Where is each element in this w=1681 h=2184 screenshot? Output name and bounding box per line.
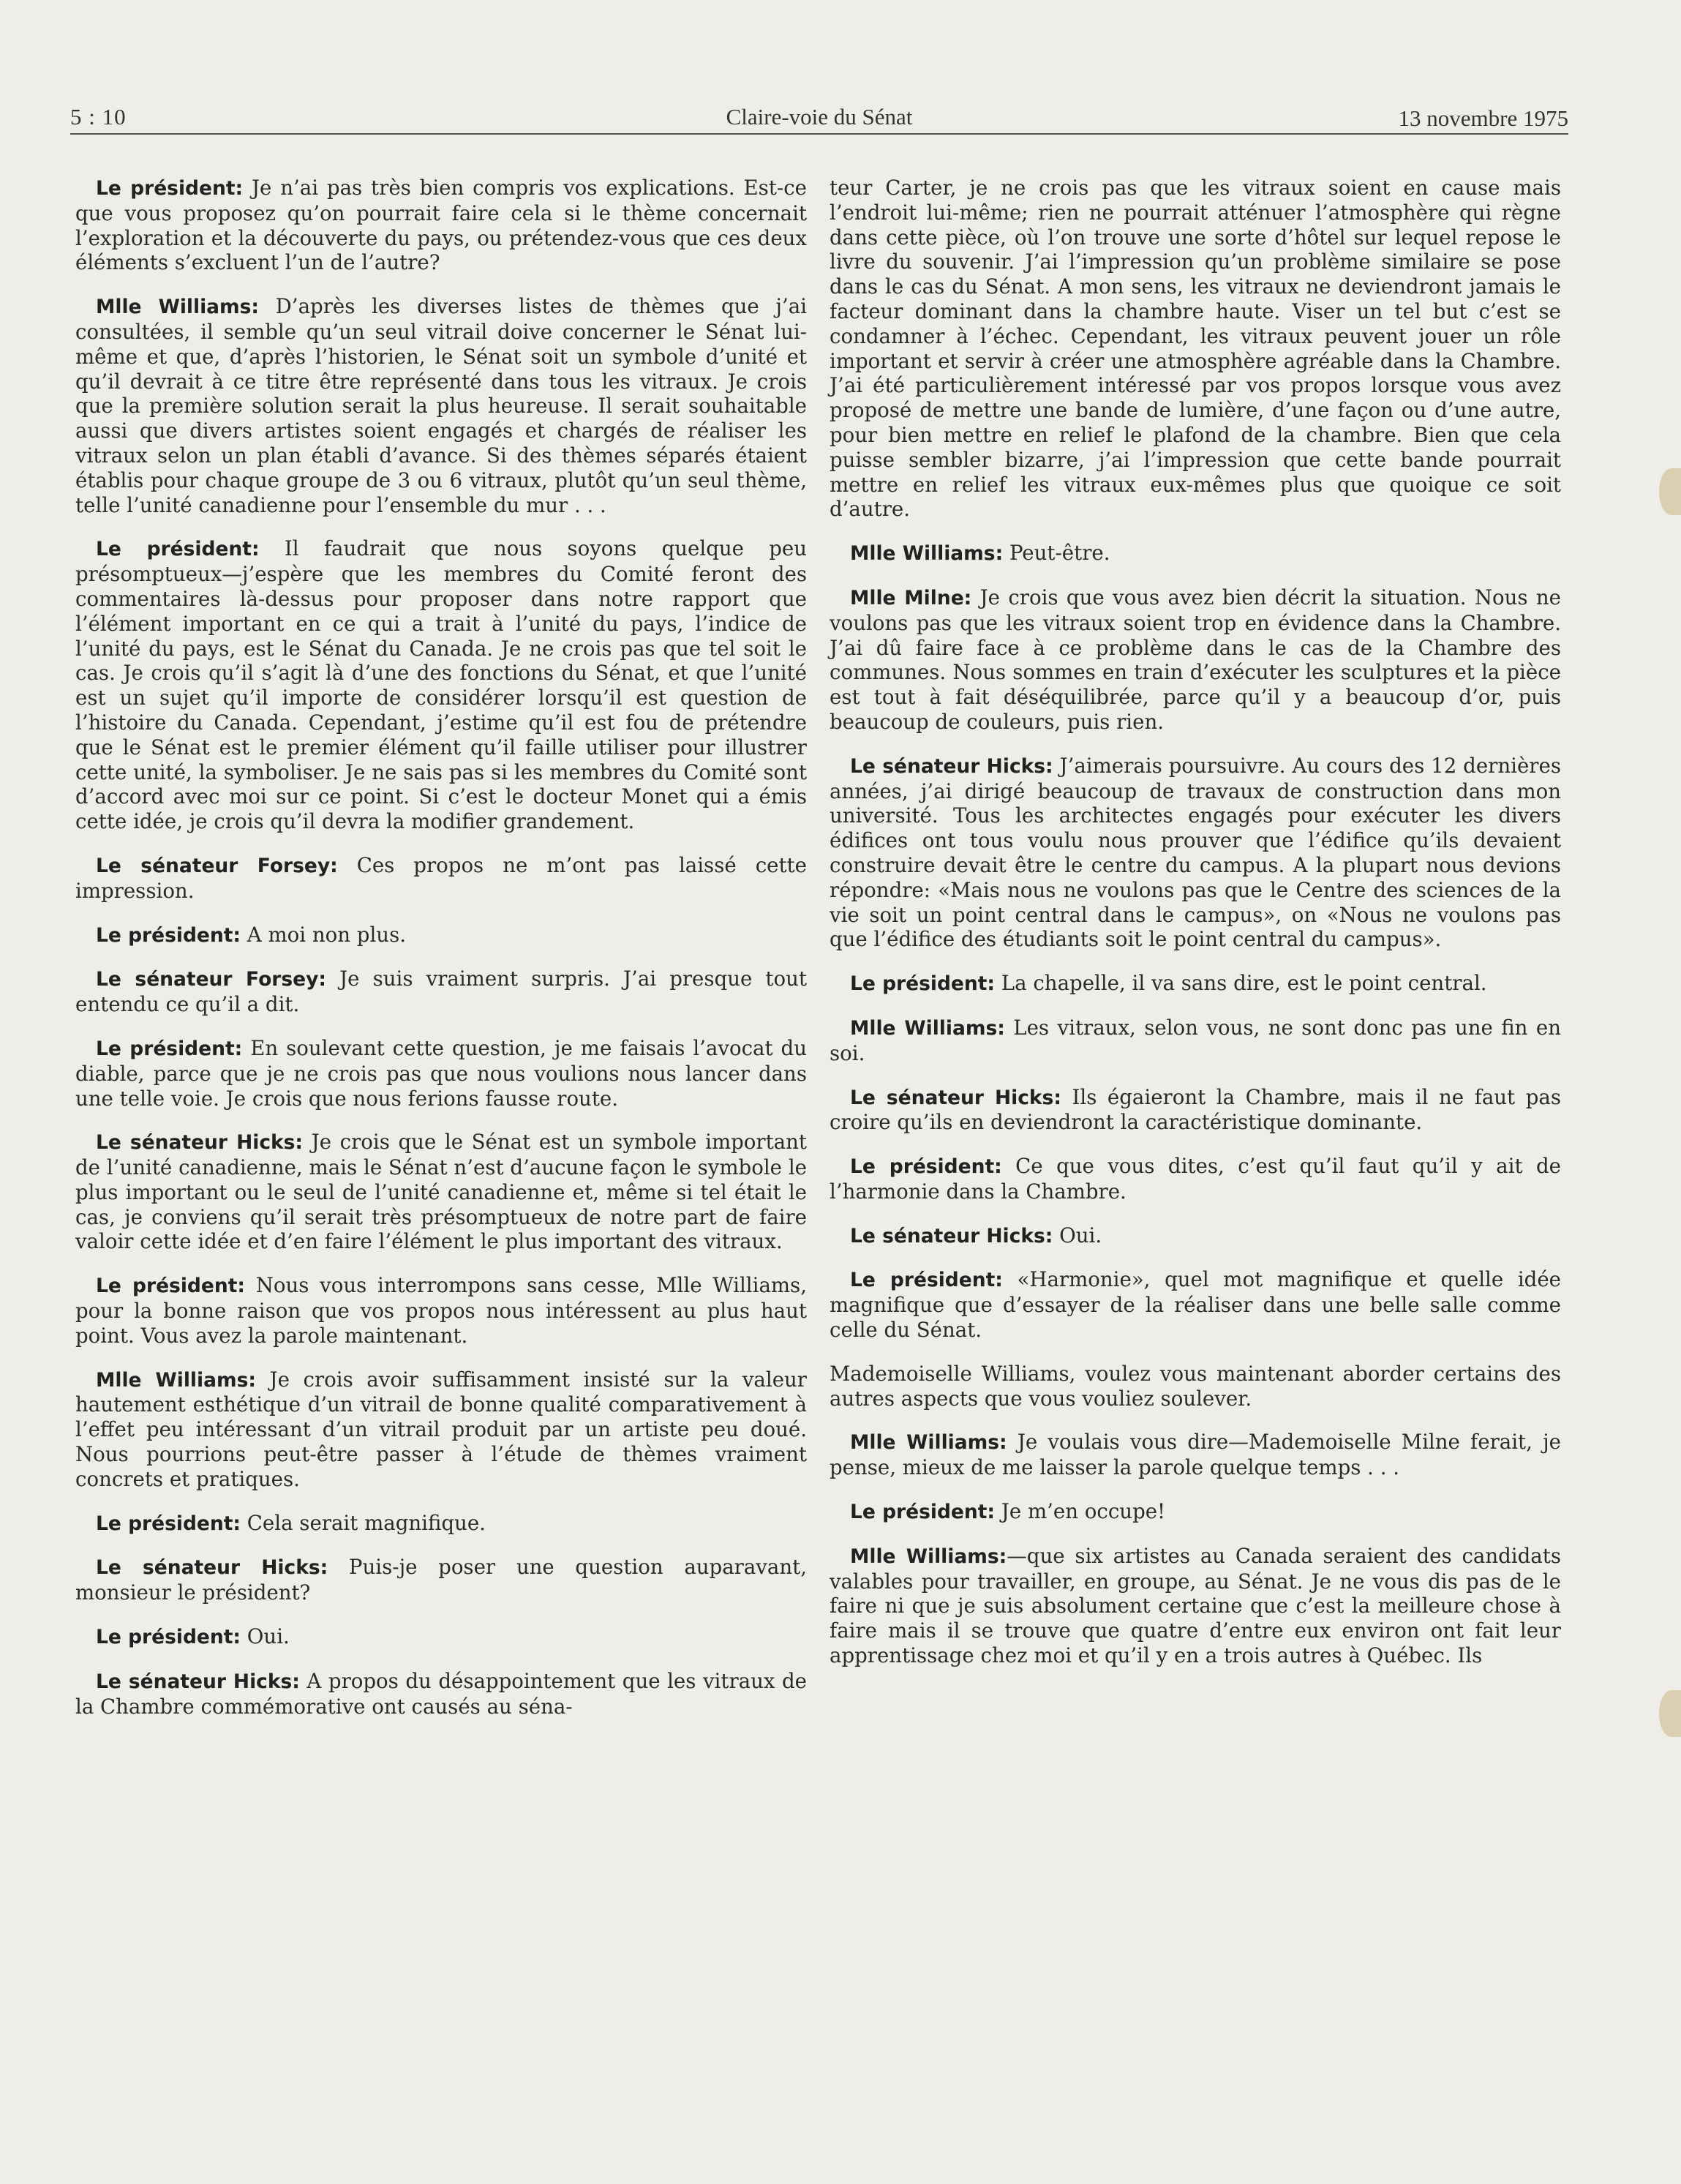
speaker-name: Le président:	[96, 1626, 241, 1649]
binding-mark	[1659, 468, 1681, 515]
speaker-name: Le sénateur Hicks:	[850, 1224, 1053, 1247]
paragraph-text: Il faudrait que nous soyons quelque peu présomptueux—j’espère que les membres du Comité feront des commentaires là-dessus pour proposer dans notre rapport que l’élément important en ce qui a trait à l’unité du pays, l’indice de l’unité du pays, est le Sénat du Canada. Je ne crois pas que tel soit le cas. Je crois qu’il s’agit là d’une des fonctions du Sénat, et que l’unité est un sujet qu’il importe de considérer lorsqu’il est question de l’histoire du Canada. Cependant, j’estime qu’il est fou de prétendre que le Sénat est le premier élément qu’il faille utiliser pour illustrer cette unité, la symboliser. Je ne sais pas si les membres du Comité sont d’accord avec moi sur ce point. Si c’est le docteur Monet qui a émis cette idée, je crois qu’il devra la modifier grandement.	[75, 536, 808, 834]
speaker-name: Mlle Williams:	[96, 1368, 256, 1392]
paragraph	[75, 1367, 807, 1492]
paragraph-text: teur Carter, je ne crois pas que les vitraux soient en cause mais l’endroit lui-même; rien ne pourrait atténuer l’atmosphère qui règne dans cette pièce, où l’on trouve une sorte d’hôtel sur lequel repose le livre du souvenir. J’ai l’impression qu’un problème similaire se pose dans le cas du Sénat. A mon sens, les vitraux ne deviendront jamais le facteur dominant dans la chambre haute. Viser un tel but c’est se condamner à l’échec. Cependant, les vitraux peuvent jouer un rôle important et servir à créer une atmosphère agréable dans la Chambre. J’ai été particulièrement intéressé par vos propos lorsque vous avez proposé de mettre une bande de lumière, d’une façon ou d’une autre, pour bien mettre en relief le plafond de la chambre. Bien que cela puisse sembler bizarre, j’ai l’impression que cette bande pourrait mettre en relief les vitraux eux-mêmes plus que quoique ce soit d’autre.	[830, 176, 1561, 522]
paragraph-text: Ce que vous dites, c’est qu’il faut qu’il y ait de l’harmonie dans la Chambre.	[830, 1154, 1561, 1204]
paragraph	[75, 1669, 807, 1719]
paragraph	[75, 1511, 807, 1536]
paragraph-text: Je crois que le Sénat est un symbole important de l’unité canadienne, mais le Sénat n’est d’aucune façon le symbole le plus important ou le seul de l’unité canadienne et, même si tel était le cas, je conviens qu’il serait très présomptueux de notre part de faire valoir cette idée et d’en faire l’élément le plus important des vitraux.	[75, 1130, 807, 1254]
speaker-name: Le président:	[96, 538, 260, 561]
paragraph	[830, 1085, 1561, 1136]
page-header	[70, 97, 1568, 135]
speaker-name: Le sénateur Hicks:	[96, 1556, 328, 1580]
paragraph-text: —que six artistes au Canada seraient des candidats valables pour travailler, en groupe, au Sénat. Je ne vous dis pas de le faire ni que je suis absolument certaine que c’est la meilleure chose à faire mais il se trouve que quatre d’entre eux environ ont fait leur apprentissage chez moi et qu’il y en a trois autres à Québec. Ils	[830, 1543, 1561, 1668]
speaker-name: Le président:	[96, 1037, 243, 1060]
paragraph-text: En soulevant cette question, je me faisais l’avocat du diable, parce que je ne crois pas que nous voulions nous lancer dans une telle voie. Je crois que nous ferions fausse route.	[75, 1035, 807, 1111]
speaker-name: Le sénateur Forsey:	[96, 968, 326, 991]
paragraph	[75, 1036, 807, 1111]
paragraph-text: Ils égaieront la Chambre, mais il ne faut pas croire qu’ils en deviendront la caractéristique dominante.	[830, 1084, 1561, 1135]
speaker-name: Le sénateur Hicks:	[96, 1670, 300, 1693]
speaker-name: Mlle Williams:	[850, 542, 1004, 566]
speaker-name: Le sénateur Hicks:	[96, 1131, 304, 1155]
paragraph	[830, 971, 1561, 997]
paragraph	[830, 1267, 1561, 1342]
publication-title: Claire-voie du Sénat	[726, 104, 913, 130]
paragraph-text: Oui.	[1053, 1223, 1102, 1247]
paragraph	[830, 1223, 1561, 1249]
paragraph	[830, 1430, 1561, 1480]
paragraph	[830, 1499, 1561, 1525]
speaker-name: Le président:	[850, 1269, 1003, 1292]
speaker-name: Le sénateur Hicks:	[850, 754, 1053, 778]
speaker-name: Mlle Williams:	[850, 1016, 1005, 1040]
paragraph	[75, 1273, 807, 1348]
paragraph	[830, 1544, 1561, 1668]
paragraph	[830, 1154, 1561, 1204]
paragraph-text: Je crois que vous avez bien décrit la situation. Nous ne voulons pas que les vitraux soient trop en évidence dans la Chambre. J’ai dû faire face à ce problème dans le cas de la Chambre des communes. Nous sommes en train d’exécuter les sculptures et la pièce est tout à fait déséquilibrée, parce qu’il y a beaucoup d’or, puis beaucoup de couleurs, puis rien.	[830, 585, 1561, 734]
paragraph-text: Les vitraux, selon vous, ne sont donc pas une fin en soi.	[830, 1015, 1561, 1065]
paragraph	[75, 294, 807, 517]
paragraph-text: Je n’ai pas très bien compris vos explications. Est-ce que vous proposez qu’on pourrait faire cela si le thème concernait l’exploration et la découverte du pays, ou prétendez-vous que ces deux éléments s’excluent l’un de l’autre?	[75, 176, 807, 275]
paragraph-text: A propos du désappointement que les vitraux de la Chambre commémorative ont causés au séna-	[75, 1668, 807, 1719]
paragraph-text: Ces propos ne m’ont pas laissé cette impression.	[75, 852, 807, 903]
speaker-name: Le président:	[96, 177, 244, 200]
speaker-name: Mlle Williams:	[850, 1431, 1007, 1455]
speaker-name: Le président:	[850, 1155, 1002, 1179]
paragraph-text: Oui.	[241, 1624, 290, 1649]
paragraph-text: Je suis vraiment surpris. J’ai presque tout entendu ce qu’il a dit.	[75, 967, 807, 1017]
paragraph	[75, 1130, 807, 1254]
paragraph	[75, 536, 807, 834]
speaker-name: Mlle Williams:	[850, 1545, 1007, 1568]
paragraph	[830, 1016, 1561, 1066]
paragraph-text: Nous vous interrompons sans cesse, Mlle Williams, pour la bonne raison que vos propos nous intéressent au plus haut point. Vous avez la parole maintenant.	[75, 1273, 807, 1348]
header-rule	[70, 133, 1568, 135]
paragraph	[75, 923, 807, 948]
speaker-name: Mlle Milne:	[850, 586, 972, 609]
paragraph	[75, 967, 807, 1017]
speaker-name: Le président:	[96, 1512, 241, 1535]
paragraph	[75, 1555, 807, 1605]
speaker-name: Le président:	[850, 1501, 996, 1524]
right-column	[830, 176, 1561, 1687]
paragraph	[830, 176, 1561, 522]
paragraph	[75, 1624, 807, 1650]
paragraph-text: Je voulais vous dire—Mademoiselle Milne ferait, je pense, mieux de me laisser la parole quelque temps . . .	[830, 1430, 1561, 1480]
speaker-name: Le sénateur Forsey:	[96, 854, 338, 877]
paragraph-text: Cela serait magnifique.	[241, 1510, 486, 1535]
speaker-name: Le sénateur Hicks:	[850, 1086, 1061, 1109]
speaker-name: Le président:	[96, 1275, 245, 1298]
paragraph-text: J’aimerais poursuivre. Au cours des 12 dernières années, j’ai dirigé beaucoup de travaux de construction dans mon université. Tous les architectes engagés pour exécuter les divers édifices ont tous voulu nous prouver que l’édifice qu’ils devaient construire devait être le centre du campus. A la plupart nous devions répondre: «Mais nous ne voulons pas que le Centre des sciences de la vie soit un point central dans le campus», on «Nous ne voulons pas que l’édifice des étudiants soit le point central du campus».	[830, 753, 1561, 952]
speaker-name: Le président:	[96, 923, 241, 947]
paragraph	[75, 853, 807, 904]
paragraph-text: La chapelle, il va sans dire, est le point central.	[995, 971, 1487, 996]
paragraph-text: «Harmonie», quel mot magnifique et quelle idée magnifique que d’essayer de la réaliser dans une belle salle comme celle du Sénat.	[830, 1267, 1561, 1343]
binding-mark	[1659, 1690, 1681, 1737]
publication-date: 13 novembre 1975	[1398, 105, 1568, 131]
page-number: 5 : 10	[70, 104, 127, 130]
left-column	[75, 176, 807, 1738]
paragraph	[830, 1362, 1561, 1411]
paragraph	[830, 585, 1561, 735]
paragraph-text: D’après les diverses listes de thèmes que j’ai consultées, il semble qu’un seul vitrail doive concerner le Sénat lui-même et que, d’après l’historien, le Sénat soit un symbole d’unité et qu’il devrait à ce titre être représenté dans tous les vitraux. Je crois que la première solution serait la plus heureuse. Il serait souhaitable aussi que divers artistes soient engagés et chargés de réaliser les vitraux selon un plan établi d’avance. Si des thèmes séparés étaient établis pour chaque groupe de 3 ou 6 vitraux, plutôt qu’un seul thème, telle l’unité canadienne pour l’ensemble du mur . . .	[75, 294, 808, 517]
speaker-name: Le président:	[850, 972, 996, 996]
paragraph	[75, 176, 807, 275]
paragraph	[830, 541, 1561, 566]
paragraph-text: Je m’en occupe!	[995, 1499, 1166, 1524]
speaker-name: Mlle Williams:	[96, 296, 260, 319]
paragraph-text: Je crois avoir suffisamment insisté sur la valeur hautement esthétique d’un vitrail de bonne qualité comparativement à l’effet peu intéressant d’un vitrail produit par un artiste peu doué. Nous pourrions peut-être passer à l’étude de thèmes vraiment concrets et pratiques.	[75, 1367, 808, 1491]
paragraph-text: A moi non plus.	[241, 922, 406, 947]
paragraph-text: Mademoiselle Williams, voulez vous maintenant aborder certains des autres aspects que vous vouliez soulever.	[830, 1361, 1561, 1411]
paragraph-text: Peut-être.	[1003, 541, 1110, 566]
paragraph-text: Puis-je poser une question auparavant, monsieur le président?	[75, 1555, 807, 1605]
paragraph	[830, 754, 1561, 952]
